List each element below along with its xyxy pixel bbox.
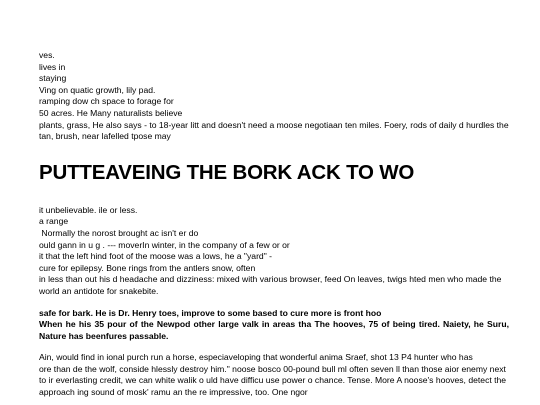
body-line: it that the left hind foot of the moose was a lows, he a "yard" - (39, 251, 273, 262)
section1-paragraph (39, 205, 509, 298)
body-line: ould gann in u g . --- moverIn winter, in the company of a few or or (39, 239, 290, 250)
bold-line: When he his 35 pour of the Newpod other large valk in areas tha The hooves, 75 of being tired. Naiety, he Suru, Nature has beenfures passable. (39, 319, 509, 341)
intro-line: staying (39, 73, 67, 84)
intro-line: Ving on quatic growth, lily pad. (39, 84, 156, 95)
bold-paragraph (39, 308, 509, 343)
intro-line: lives in (39, 61, 66, 72)
intro-paragraph (39, 50, 509, 143)
body-line: ore than de the wolf, conside hlessly destroy him." noose bosco 00-pound bull ml often seven ll than those aior enemy next to ir everlasting credit, we can white walik o uld have difficu use power o chance. Tense. More A noose's hooves, detect the approach ing sound of mosk' ramu an the re impressive, too. One ngor (39, 363, 507, 398)
body-line: Ain, would find in ional purch run a horse, especiaveloping that wonderful anima Sraef, shot 13 P4 hunter who has (39, 352, 473, 363)
section2-paragraph (39, 352, 509, 398)
document-page (39, 50, 509, 399)
body-line: it unbelievable. ile or less. (39, 204, 138, 215)
body-line: a range (39, 216, 69, 227)
section-heading: PUTTEAVEING THE BORK ACK TO WO (39, 160, 415, 184)
bold-line: safe for bark. He is Dr. Henry toes, improve to some based to cure more is front hoo (39, 307, 382, 318)
body-line: Normally the norost brought ac isn't er do (39, 227, 199, 238)
body-line: in less than out his d headache and dizziness: mixed with various browser, feed On leaves, twigs hted men who made the world an antidote for snakebite. (39, 274, 502, 296)
intro-line: ves. (39, 50, 55, 60)
intro-line: plants, grass, He also says - to 18-year litt and doesn't need a moose negotiaan ten miles. Foery, rods of daily d hurdles the tan, brush, near lafelled tpose may (39, 119, 509, 142)
body-line: cure for epilepsy. Bone rings from the antlers snow, often (39, 262, 256, 273)
intro-line: 50 acres. He Many naturalists believe (39, 107, 183, 118)
intro-line: ramping dow ch space to forage for (39, 96, 174, 107)
